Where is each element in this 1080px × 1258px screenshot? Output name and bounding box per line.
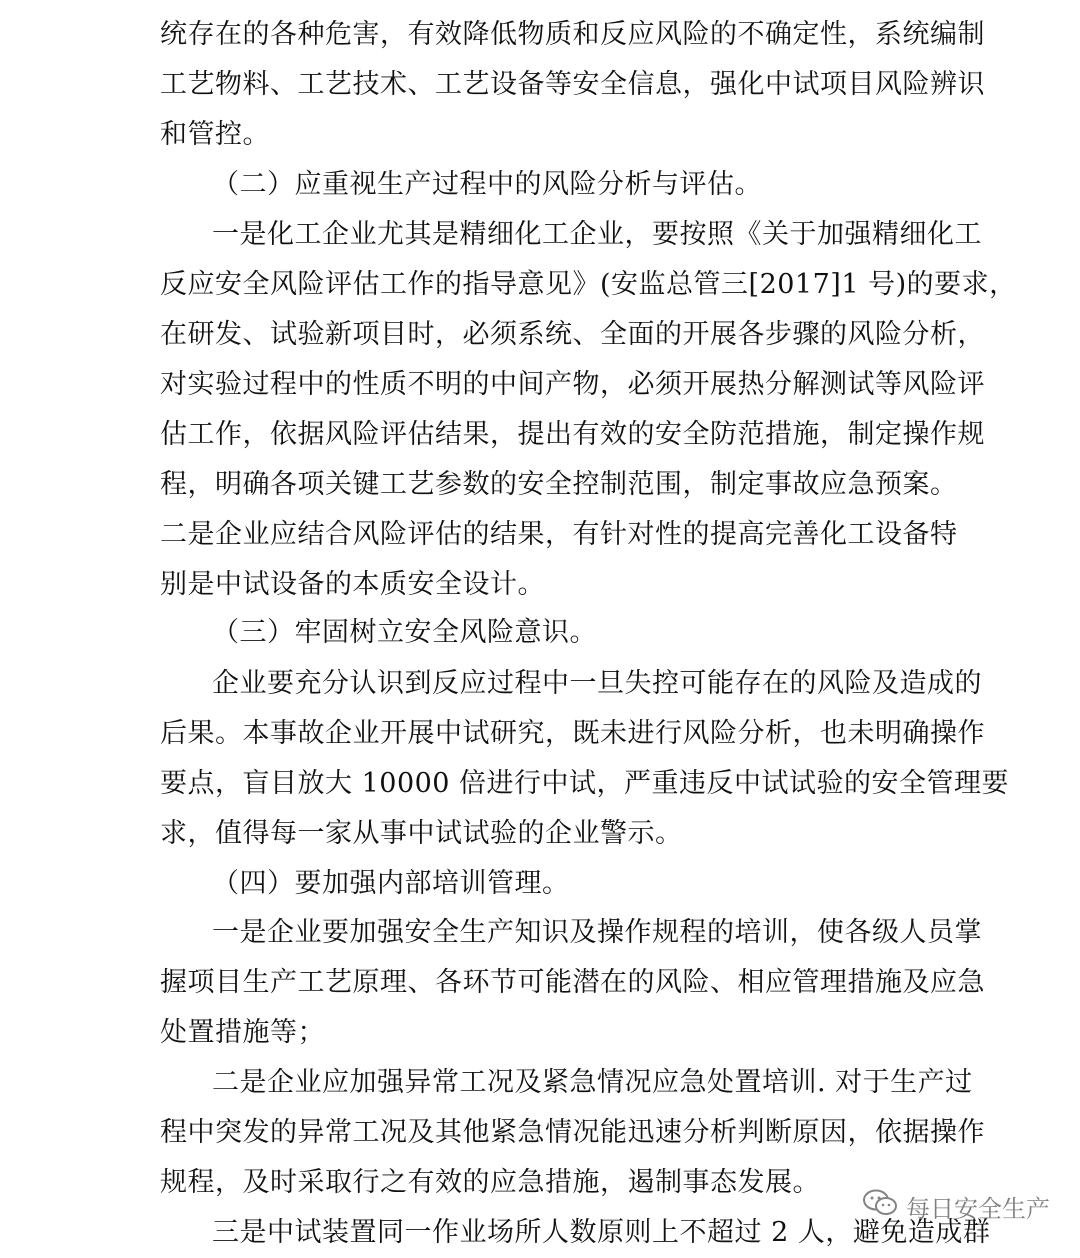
text-line: 三是中试装置同一作业场所人数原则上不超过 2 人，避免造成群 (212, 1217, 991, 1248)
section-heading: （三）牢固树立安全风险意识。 (212, 617, 597, 648)
text-line: 处置措施等； (160, 1017, 325, 1048)
text-line: 企业要充分认识到反应过程中一旦失控可能存在的风险及造成的 (212, 668, 982, 699)
text-line: 后果。本事故企业开展中试研究，既未进行风险分析，也未明确操作 (160, 718, 985, 749)
text-line: 规程，及时采取行之有效的应急措施，遏制事态发展。 (160, 1167, 820, 1198)
text-line: 程，明确各项关键工艺参数的安全控制范围，制定事故应急预案。 (160, 469, 958, 500)
text-line: 统存在的各种危害，有效降低物质和反应风险的不确定性，系统编制 (160, 19, 985, 50)
text-line: 在研发、试验新项目时，必须系统、全面的开展各步骤的风险分析， (160, 319, 985, 350)
text-line: 一是企业要加强安全生产知识及操作规程的培训，使各级人员掌 (212, 917, 982, 948)
section-heading: （四）要加强内部培训管理。 (212, 868, 570, 899)
text-line: 工艺物料、工艺技术、工艺设备等安全信息，强化中试项目风险辨识 (160, 69, 985, 100)
text-line: 握项目生产工艺原理、各环节可能潜在的风险、相应管理措施及应急 (160, 967, 985, 998)
text-line: 一是化工企业尤其是精细化工企业，要按照《关于加强精细化工 (212, 219, 982, 250)
wechat-icon (862, 1188, 898, 1224)
watermark-text: 每日安全生产 (906, 1194, 1050, 1223)
text-line: 程中突发的异常工况及其他紧急情况能迅速分析判断原因，依据操作 (160, 1117, 985, 1148)
section-heading: （二）应重视生产过程中的风险分析与评估。 (212, 169, 762, 200)
text-line: 二是企业应加强异常工况及紧急情况应急处置培训. 对于生产过 (212, 1067, 973, 1098)
text-line: 估工作，依据风险评估结果，提出有效的安全防范措施，制定操作规 (160, 419, 985, 450)
text-line: 二是企业应结合风险评估的结果，有针对性的提高完善化工设备特 (160, 519, 958, 550)
text-line: 反应安全风险评估工作的指导意见》(安监总管三[2017]1 号)的要求， (160, 269, 1017, 300)
watermark (862, 1188, 1050, 1224)
text-line: 求，值得每一家从事中试试验的企业警示。 (160, 818, 683, 849)
text-line: 要点，盲目放大 10000 倍进行中试，严重违反中试试验的安全管理要 (160, 768, 1010, 799)
text-line: 和管控。 (160, 119, 270, 150)
text-line: 对实验过程中的性质不明的中间产物，必须开展热分解测试等风险评 (160, 369, 985, 400)
text-line: 别是中试设备的本质安全设计。 (160, 569, 545, 600)
